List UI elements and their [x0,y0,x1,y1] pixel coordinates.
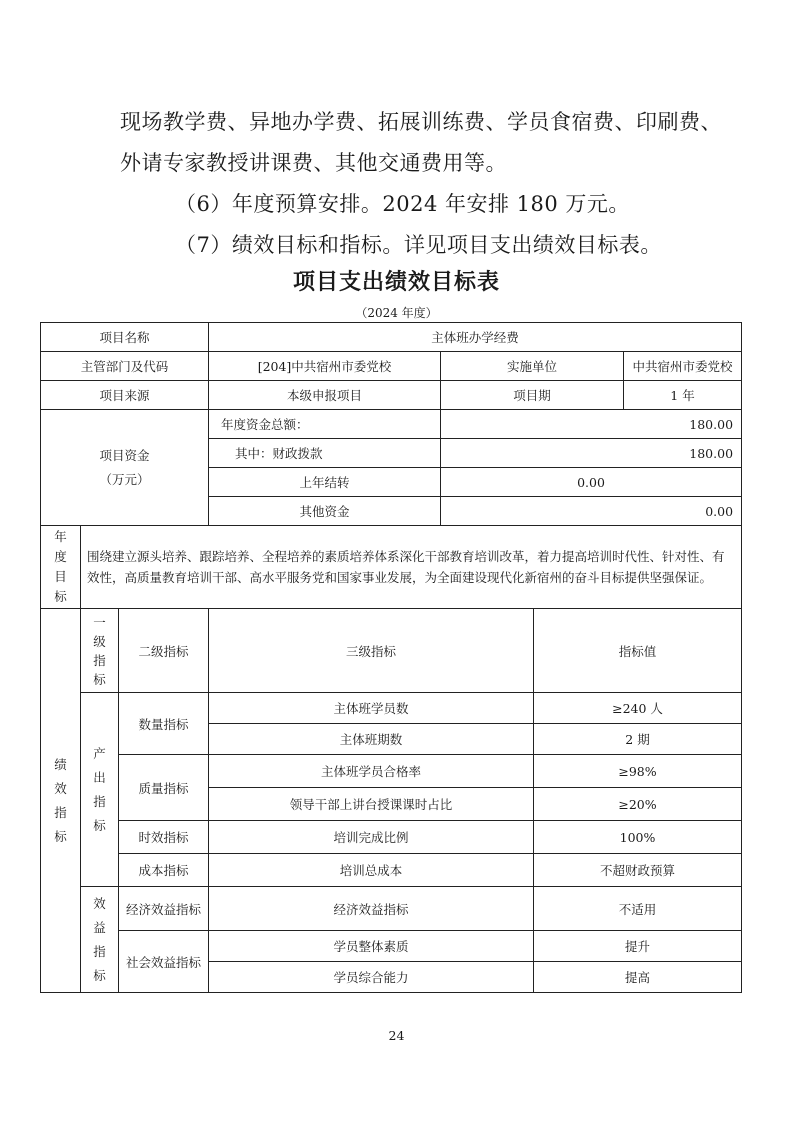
level1-header-char: 级 [93,633,106,649]
level1-header-char: 指 [93,652,106,668]
level1-header [81,609,119,693]
funds-total-label: 年度资金总额： [209,410,441,439]
level3-header: 三级指标 [209,609,534,693]
project-name-value: 主体班办学经费 [209,323,742,352]
funds-fiscal-value: 180.00 [441,439,742,468]
body-paragraph-line-1: 现场教学费、异地办学费、拓展训练费、学员食宿费、印刷费、 [120,110,722,134]
row-cost [41,854,742,887]
period-label: 项目期 [441,381,624,410]
quality-value: ≥20% [534,788,742,821]
benefit-char: 指 [93,943,106,959]
indicator-char: 效 [54,780,67,796]
social-name: 学员整体素质 [209,931,534,962]
department-label: 主管部门及代码 [41,352,209,381]
impl-unit-value: 中共宿州市委党校 [624,352,742,381]
economic-indicator-label: 经济效益指标 [119,887,209,931]
funds-fiscal-label: 其中：财政拨款 [209,439,441,468]
social-value: 提高 [534,962,742,993]
annual-goal-char: 标 [54,589,67,604]
body-paragraph-line-2: 外请专家教授讲课费、其他交通费用等。 [120,151,507,175]
level1-header-char: 标 [93,671,106,687]
social-value: 提升 [534,931,742,962]
timeliness-name: 培训完成比例 [209,821,534,854]
indicator-char: 指 [54,804,67,820]
level2-header: 二级指标 [119,609,209,693]
quality-name: 主体班学员合格率 [209,755,534,788]
annual-goal-char: 目 [54,569,67,584]
quantity-value: ≥240 人 [534,693,742,724]
value-header: 指标值 [534,609,742,693]
quantity-value: 2 期 [534,724,742,755]
row-department [41,352,742,381]
indicator-char: 标 [54,828,67,844]
quality-value: ≥98% [534,755,742,788]
row-quantity-1 [41,693,742,724]
cost-name: 培训总成本 [209,854,534,887]
project-name-label: 项目名称 [41,323,209,352]
social-indicator-label: 社会效益指标 [119,931,209,993]
performance-target-table [40,322,742,993]
impl-unit-label: 实施单位 [441,352,624,381]
department-value: [204]中共宿州市委党校 [209,352,441,381]
row-annual-goal [41,526,742,609]
period-value: 1 年 [624,381,742,410]
annual-goal-char: 度 [54,549,67,564]
row-economic [41,887,742,931]
benefit-char: 标 [93,967,106,983]
funds-total-value: 180.00 [441,410,742,439]
benefit-indicator-label [81,887,119,993]
row-indicator-header [41,609,742,693]
row-funds-total [41,410,742,439]
economic-value: 不适用 [534,887,742,931]
annual-goal-label [41,526,81,609]
funds-other-value: 0.00 [441,497,742,526]
benefit-char: 效 [93,895,106,911]
cost-value: 不超财政预算 [534,854,742,887]
quality-name: 领导干部上讲台授课课时占比 [209,788,534,821]
output-char: 指 [93,793,106,809]
quality-indicator-label: 质量指标 [119,755,209,821]
row-social-1 [41,931,742,962]
economic-name: 经济效益指标 [209,887,534,931]
output-indicator-label [81,693,119,887]
funds-carryover-label: 上年结转 [209,468,441,497]
funds-label [41,410,209,526]
timeliness-value: 100% [534,821,742,854]
body-paragraph-budget: （6）年度预算安排。2024 年安排 180 万元。 [175,192,630,216]
funds-label-line-1: 项目资金 [99,447,150,463]
cost-indicator-label: 成本指标 [119,854,209,887]
page-number: 24 [388,1028,405,1043]
performance-indicator-label [41,609,81,993]
quantity-indicator-label: 数量指标 [119,693,209,755]
table-subtitle: （2024 年度） [355,306,438,320]
annual-goal-char: 年 [54,529,67,544]
funds-other-label: 其他资金 [209,497,441,526]
row-quality-1 [41,755,742,788]
annual-goal-text: 围绕建立源头培养、跟踪培养、全程培养的素质培养体系深化干部教育培训改革，着力提高培训时代性、针对性、有效性，高质量教育培训干部、高水平服务党和国家事业发展，为全面建设现代化新宿州的奋斗目标提供坚强保证。 [81,526,742,609]
funds-carryover-value: 0.00 [441,468,742,497]
source-value: 本级申报项目 [209,381,441,410]
indicator-char: 绩 [54,756,67,772]
funds-label-line-2: （万元） [99,471,150,487]
source-label: 项目来源 [41,381,209,410]
row-project-name [41,323,742,352]
body-paragraph-targets: （7）绩效目标和指标。详见项目支出绩效目标表。 [175,233,662,257]
benefit-char: 益 [93,919,106,935]
output-char: 产 [93,745,106,761]
output-char: 标 [93,817,106,833]
quantity-name: 主体班学员数 [209,693,534,724]
timeliness-indicator-label: 时效指标 [119,821,209,854]
output-char: 出 [93,769,106,785]
table-title: 项目支出绩效目标表 [292,270,500,295]
quantity-name: 主体班期数 [209,724,534,755]
social-name: 学员综合能力 [209,962,534,993]
row-timeliness [41,821,742,854]
row-source [41,381,742,410]
level1-header-char: 一 [93,614,106,630]
